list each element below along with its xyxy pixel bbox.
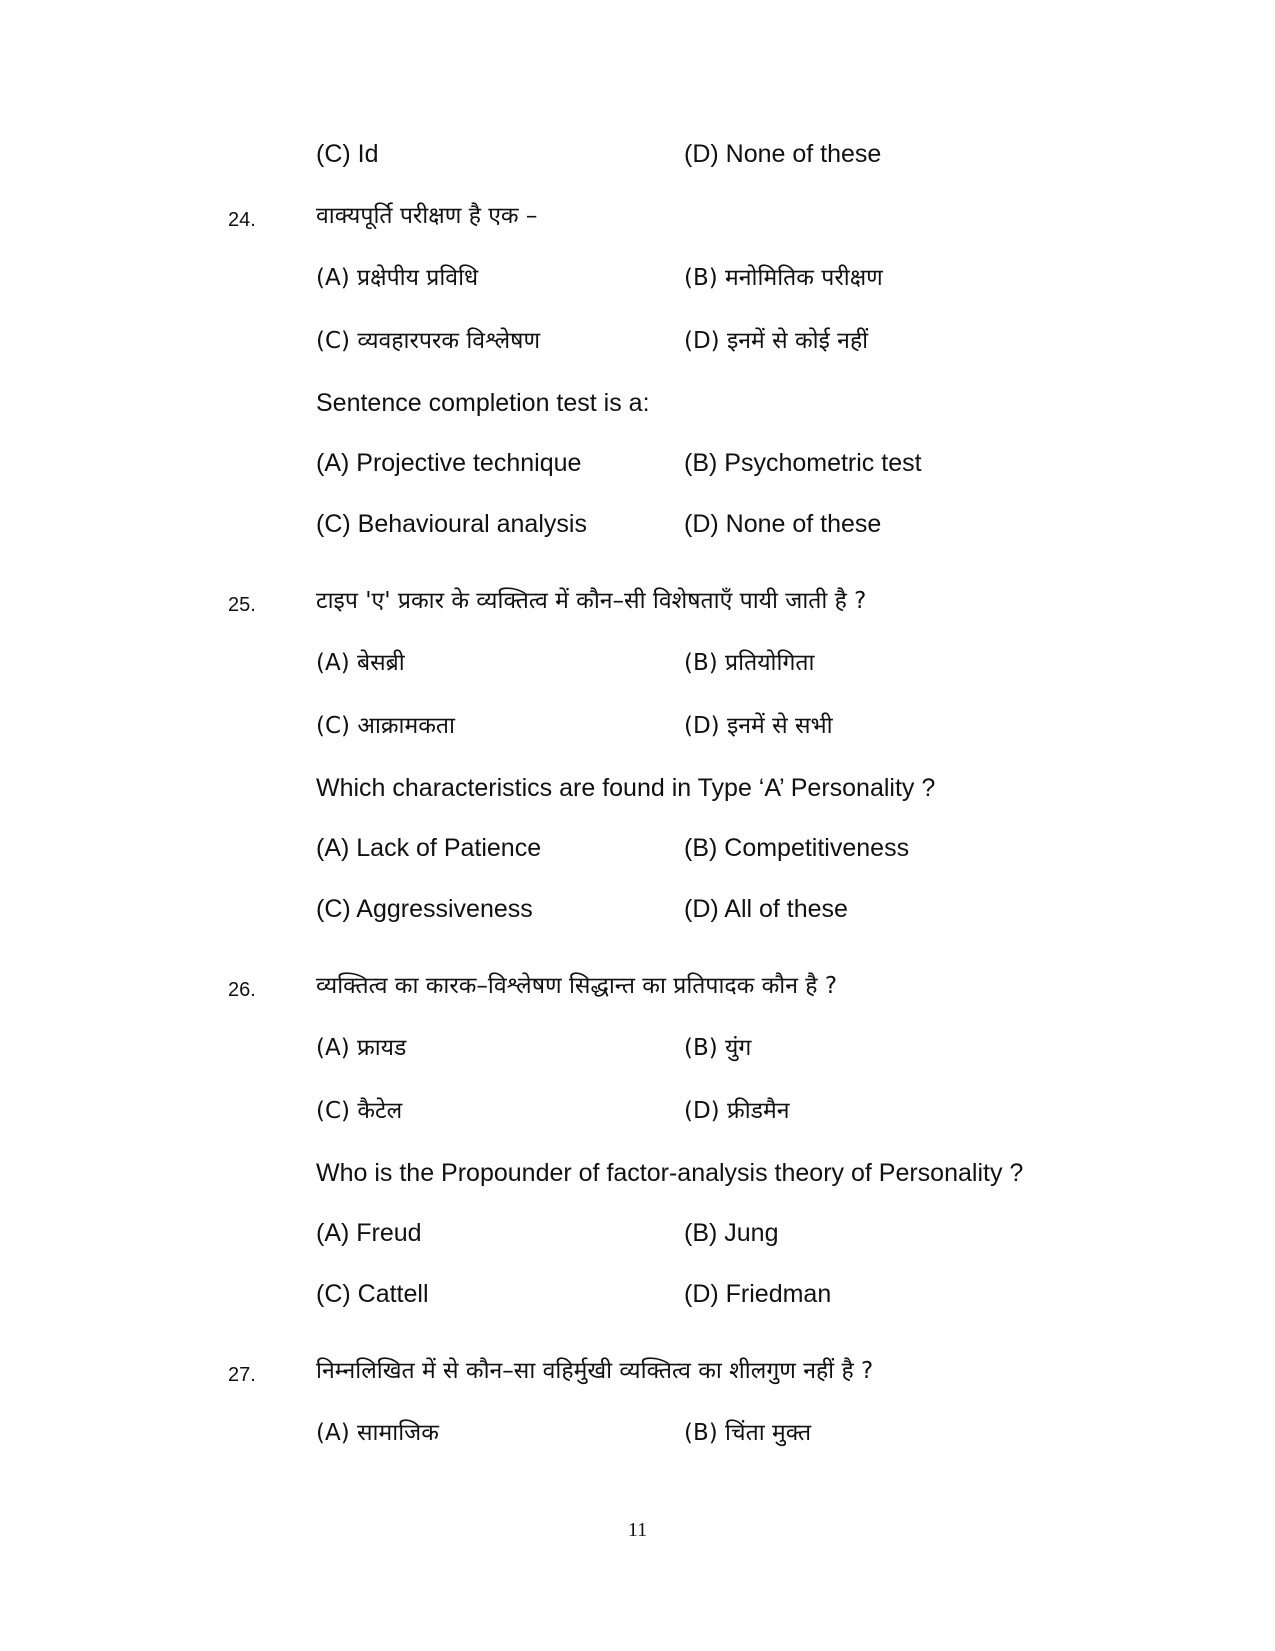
- option-d: (D) None of these: [684, 140, 882, 168]
- option-a-hindi: (A) बेसब्री: [316, 650, 405, 676]
- option-b-hindi: (B) चिंता मुक्त: [684, 1420, 812, 1446]
- option-c: (C) Cattell: [316, 1280, 429, 1308]
- option-a-hindi: (A) फ्रायड: [316, 1035, 407, 1061]
- option-c-hindi: (C) कैटेल: [316, 1098, 403, 1124]
- option-d: (D) None of these: [684, 510, 882, 538]
- question-number: 27.: [228, 1364, 256, 1386]
- option-c-hindi: (C) व्यवहारपरक विश्लेषण: [316, 328, 541, 354]
- option-a: (A) Projective technique: [316, 449, 582, 477]
- option-b-hindi: (B) युंग: [684, 1035, 752, 1061]
- option-b-hindi: (B) प्रतियोगिता: [684, 650, 815, 676]
- question-stem-english: Sentence completion test is a:: [316, 389, 650, 417]
- question-stem-hindi: वाक्यपूर्ति परीक्षण है एक –: [316, 203, 538, 229]
- question-stem-hindi: टाइप 'ए' प्रकार के व्यक्तित्व में कौन–सी विशेषताएँ पायी जाती है ?: [316, 588, 867, 614]
- option-d-hindi: (D) इनमें से सभी: [684, 713, 833, 739]
- option-a: (A) Freud: [316, 1219, 422, 1247]
- option-d-hindi: (D) फ्रीडमैन: [684, 1098, 790, 1124]
- question-number: 26.: [228, 979, 256, 1001]
- option-d-hindi: (D) इनमें से कोई नहीं: [684, 328, 869, 354]
- option-c: (C) Behavioural analysis: [316, 510, 587, 538]
- question-number: 25.: [228, 594, 256, 616]
- option-b: (B) Competitiveness: [684, 834, 910, 862]
- question-number: 24.: [228, 209, 256, 231]
- question-stem-hindi: निम्नलिखित में से कौन–सा वहिर्मुखी व्यक्तित्व का शीलगुण नहीं है ?: [316, 1358, 874, 1384]
- page-number: 11: [627, 1519, 648, 1541]
- option-d: (D) Friedman: [684, 1280, 832, 1308]
- option-c-hindi: (C) आक्रामकता: [316, 713, 455, 739]
- question-stem-hindi: व्यक्तित्व का कारक–विश्लेषण सिद्धान्त का प्रतिपादक कौन है ?: [316, 973, 838, 999]
- option-b-hindi: (B) मनोमितिक परीक्षण: [684, 265, 883, 291]
- question-stem-english: Which characteristics are found in Type ‘A’ Personality ?: [316, 774, 936, 802]
- question-stem-english: Who is the Propounder of factor-analysis theory of Personality ?: [316, 1159, 1024, 1187]
- option-b: (B) Psychometric test: [684, 449, 922, 477]
- option-a-hindi: (A) प्रक्षेपीय प्रविधि: [316, 265, 479, 291]
- option-a-hindi: (A) सामाजिक: [316, 1420, 439, 1446]
- option-c: (C) Aggressiveness: [316, 895, 533, 923]
- option-d: (D) All of these: [684, 895, 848, 923]
- option-a: (A) Lack of Patience: [316, 834, 542, 862]
- option-c: (C) Id: [316, 140, 379, 168]
- option-b: (B) Jung: [684, 1219, 779, 1247]
